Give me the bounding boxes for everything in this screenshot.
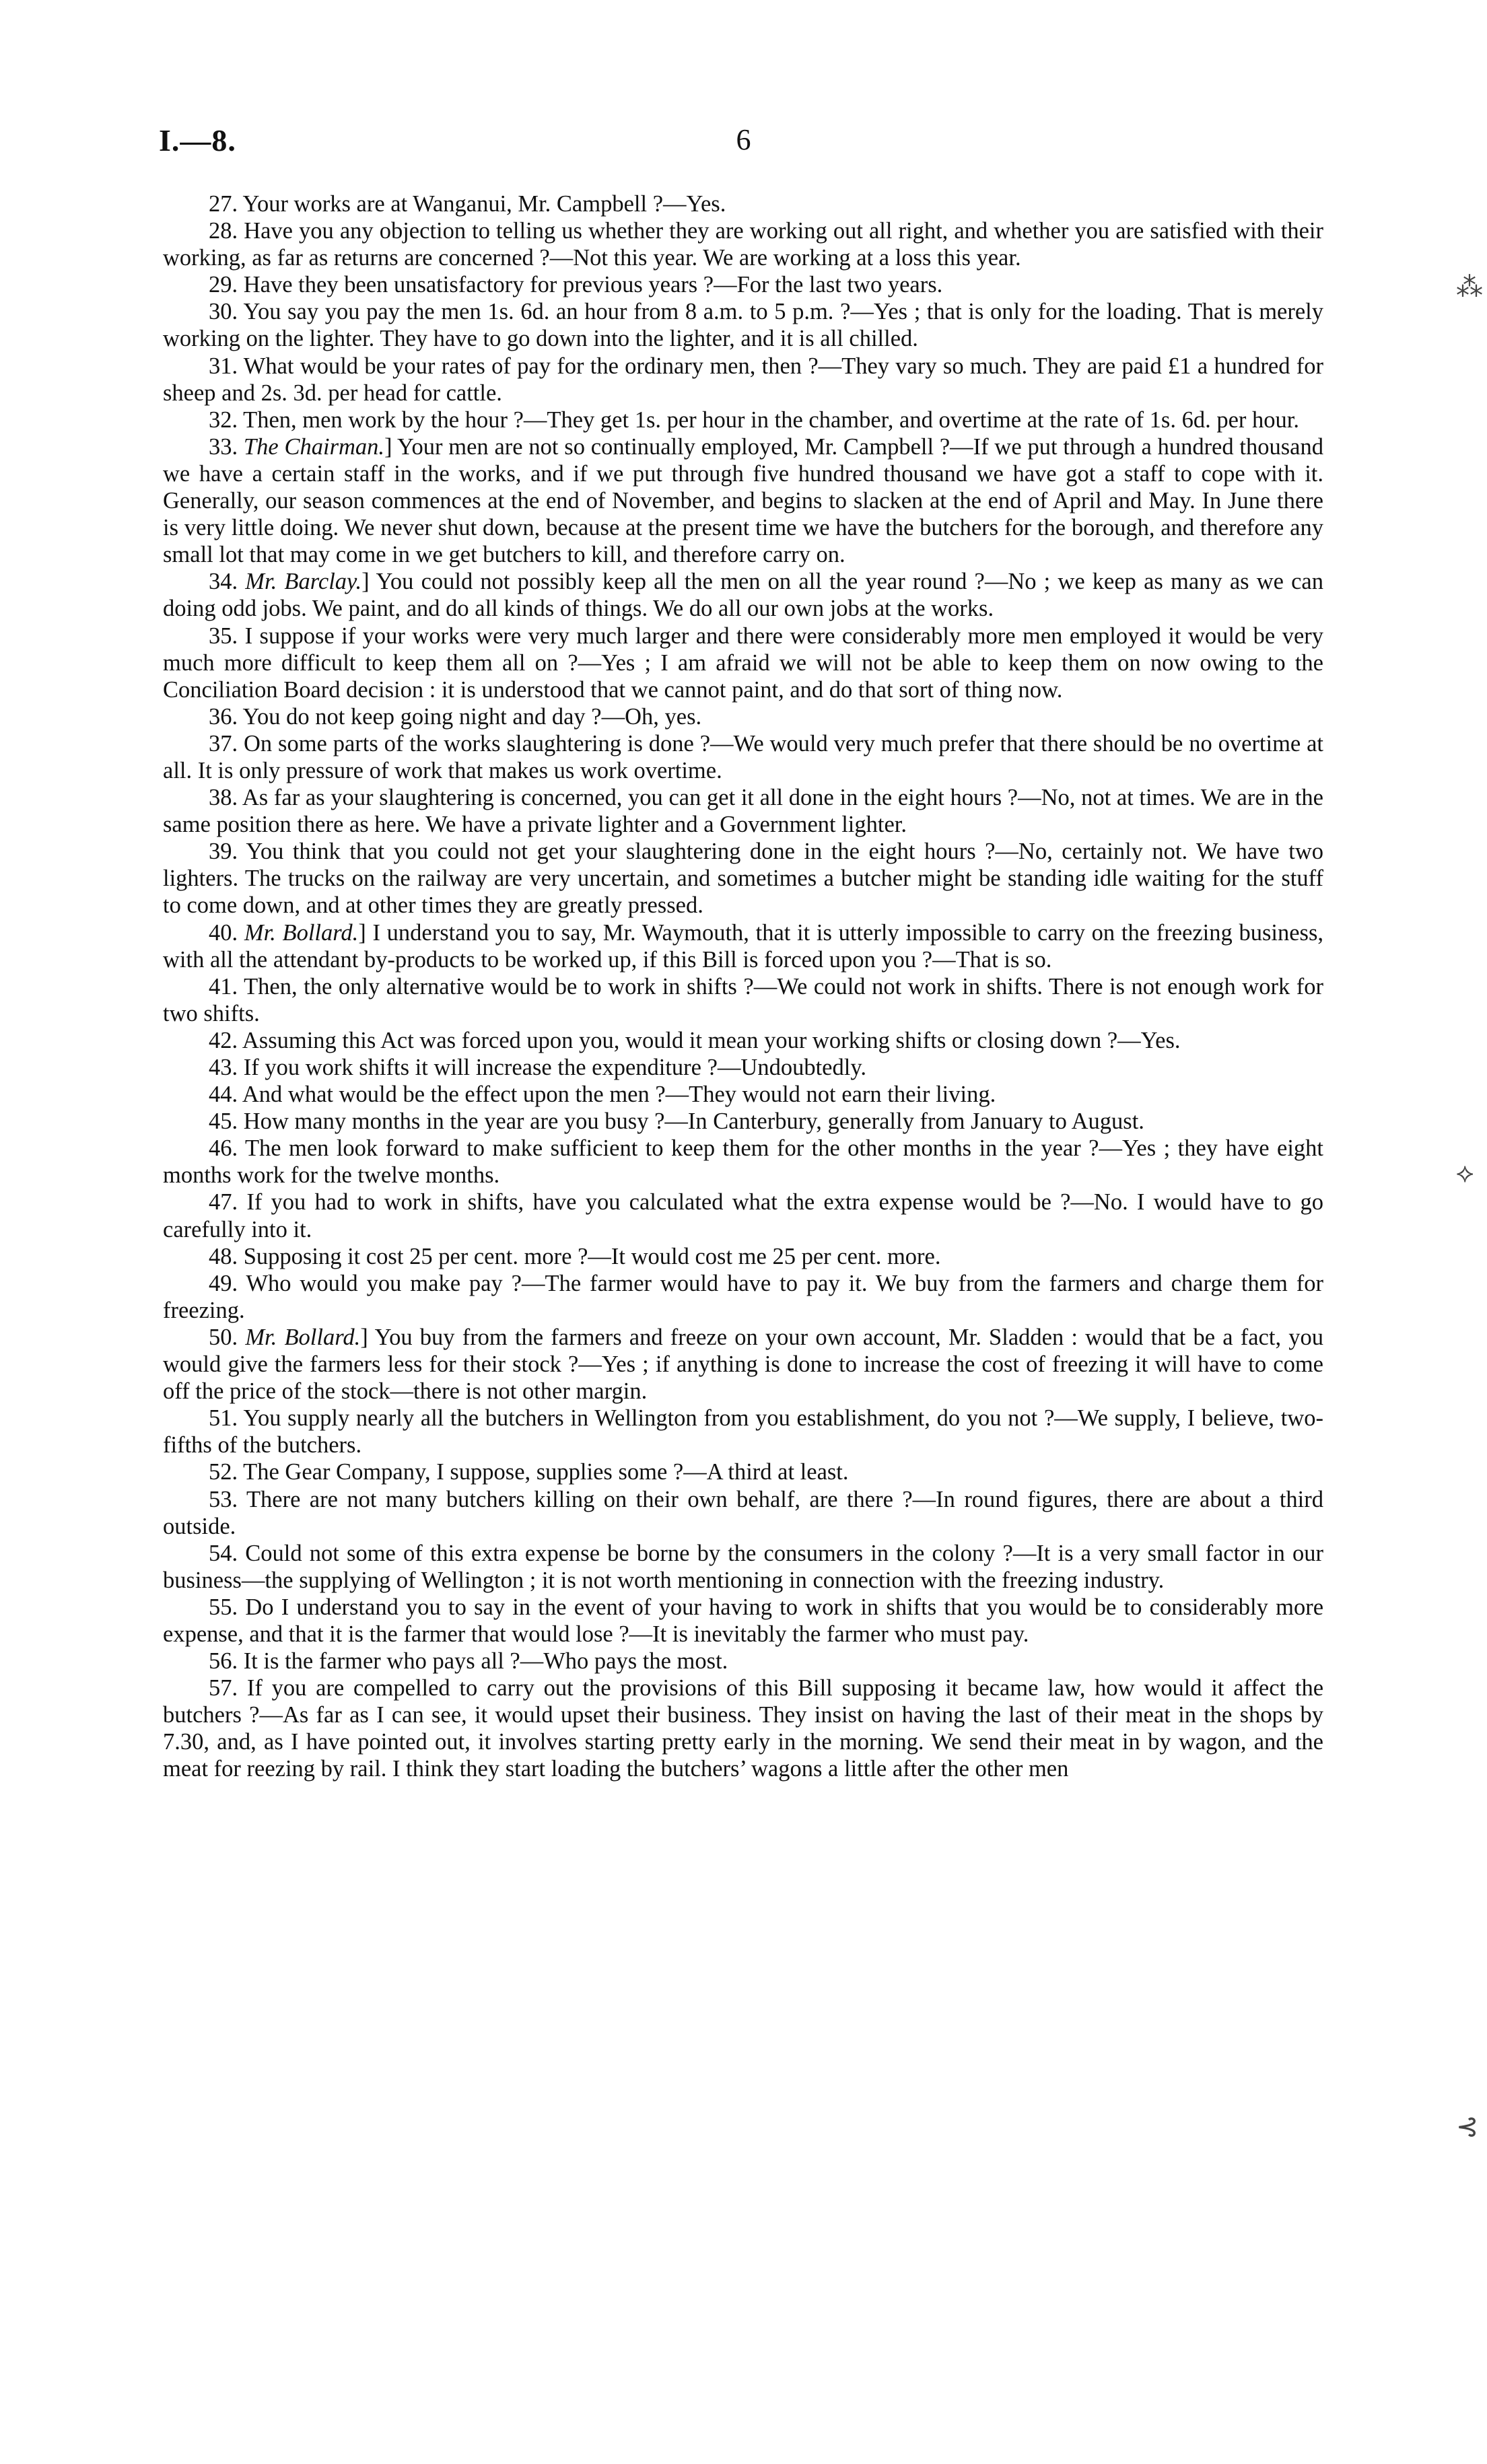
- paragraph-text: And what would be the effect upon the men ?—They would not earn their living.: [242, 1082, 996, 1108]
- question-paragraph: [163, 271, 1323, 298]
- question-paragraph: [163, 1108, 1323, 1135]
- question-paragraph: [163, 730, 1323, 784]
- question-number: 54.: [209, 1540, 238, 1566]
- paragraph-text: If you work shifts it will increase the expenditure ?—Undoubtedly.: [243, 1055, 866, 1080]
- question-paragraph: [163, 1486, 1323, 1540]
- question-number: 47.: [209, 1189, 238, 1216]
- question-paragraph: [163, 1189, 1323, 1242]
- paragraph-text: I suppose if your works were very much larger and there were considerably more men employed it would be very much more difficult to keep them all on ?—Yes ; I am afraid we will not be able to keep them on now owing to the Conciliation Board decision : it is understood that we cannot paint, and do that sort of thing now.: [163, 623, 1324, 703]
- question-paragraph: [163, 703, 1323, 730]
- paragraph-text: If you are compelled to carry out the provisions of this Bill supposing it became law, how would it affect the butchers ?—As far as I can see, it would upset their business. They insist on having the last of their meat in the shops by 7.30, and, as I have pointed out, it involves starting pretty early in the morning. We send their meat in by wagon, and the meat for reezing by rail. I think they start loading the butchers’ wagons a little after the other men: [163, 1675, 1324, 1782]
- question-number: 51.: [209, 1405, 238, 1432]
- paragraph-text: If you had to work in shifts, have you calculated what the extra expense would be ?—No. I would have to go carefully into it.: [163, 1189, 1323, 1242]
- margin-mark: ⊰: [1456, 2111, 1479, 2142]
- question-number: 35.: [209, 623, 238, 649]
- question-number: 44.: [209, 1082, 238, 1108]
- question-number: 39.: [209, 839, 238, 865]
- question-paragraph: [163, 838, 1323, 919]
- speaker-name: Mr. Bollard.: [245, 1324, 361, 1350]
- question-number: 45.: [209, 1108, 238, 1135]
- margin-mark: ⟡: [1456, 1158, 1474, 1189]
- question-number: 49.: [209, 1270, 238, 1296]
- question-paragraph: [163, 1648, 1323, 1675]
- question-paragraph: [163, 1243, 1323, 1270]
- page-header: [159, 122, 1328, 163]
- question-number: 53.: [209, 1486, 238, 1512]
- question-paragraph: [163, 1324, 1323, 1405]
- question-number: 32.: [209, 407, 238, 433]
- question-paragraph: [163, 407, 1323, 433]
- question-paragraph: [163, 1270, 1323, 1324]
- question-paragraph: [163, 919, 1323, 973]
- question-number: 57.: [209, 1675, 238, 1701]
- paragraph-text: What would be your rates of pay for the ordinary men, then ?—They vary so much. They are paid £1 a hundred for sheep and 2s. 3d. per head for cattle.: [163, 353, 1323, 406]
- paragraph-text: ] You could not possibly keep all the men on all the year round ?—No ; we keep as many as we can doing odd jobs. We paint, and do all kinds of things. We do all our own jobs at the works.: [163, 569, 1323, 622]
- question-paragraph: [163, 1594, 1323, 1648]
- question-number: 42.: [209, 1027, 238, 1053]
- question-number: 55.: [209, 1594, 238, 1620]
- transcript-body: [163, 190, 1323, 1783]
- question-paragraph: [163, 1081, 1323, 1108]
- question-paragraph: [163, 1540, 1323, 1594]
- paragraph-text: Do I understand you to say in the event of your having to work in shifts that you would be to considerably more expense, and that it is the farmer that would lose ?—It is inevitably the farmer who must pay.: [163, 1594, 1324, 1647]
- paragraph-text: Supposing it cost 25 per cent. more ?—It would cost me 25 per cent. more.: [243, 1243, 941, 1269]
- paragraph-text: You think that you could not get your slaughtering done in the eight hours ?—No, certainly not. We have two lighters. The trucks on the railway are very uncertain, and sometimes a butcher might be standing idle waiting for the stuff to come down, and at other times they are greatly pressed.: [163, 839, 1323, 919]
- question-number: 28.: [209, 218, 238, 244]
- paragraph-text: Could not some of this extra expense be borne by the consumers in the colony ?—It is a very small factor in our business—the supplying of Wellington ; it is not worth mentioning in connection with the freezing industry.: [163, 1540, 1324, 1593]
- paragraph-text: It is the farmer who pays all ?—Who pays the most.: [243, 1648, 728, 1675]
- question-number: 37.: [209, 730, 238, 756]
- paragraph-text: Your works are at Wanganui, Mr. Campbell ?—Yes.: [242, 191, 726, 217]
- question-paragraph: [163, 190, 1323, 217]
- question-paragraph: [163, 1405, 1323, 1458]
- question-paragraph: [163, 973, 1323, 1027]
- question-number: 56.: [209, 1648, 238, 1675]
- speaker-name: Mr. Bollard.: [244, 919, 359, 946]
- paragraph-text: Have you any objection to telling us whether they are working out all right, and whether you are satisfied with their working, as far as returns are concerned ?—Not this year. We are working at a loss this year.: [163, 218, 1324, 271]
- paragraph-text: You supply nearly all the butchers in Wellington from you establishment, do you not ?—We supply, I believe, two-fifths of the butchers.: [163, 1405, 1323, 1458]
- question-number: 52.: [209, 1459, 238, 1485]
- paragraph-text: On some parts of the works slaughtering is done ?—We would very much prefer that there should be no overtime at all. It is only pressure of work that makes us work overtime.: [163, 730, 1323, 783]
- question-paragraph: [163, 1027, 1323, 1054]
- paragraph-text: You do not keep going night and day ?—Oh, yes.: [242, 703, 702, 730]
- paragraph-text: Assuming this Act was forced upon you, would it mean your working shifts or closing down ?—Yes.: [242, 1027, 1181, 1053]
- question-number: 46.: [209, 1135, 238, 1162]
- question-paragraph: [163, 623, 1323, 703]
- question-paragraph: [163, 433, 1323, 568]
- paragraph-text: Then, the only alternative would be to work in shifts ?—We could not work in shifts. There is not enough work for two shifts.: [163, 973, 1323, 1026]
- paragraph-text: Who would you make pay ?—The farmer would have to pay it. We buy from the farmers and charge them for freezing.: [163, 1270, 1323, 1323]
- question-number: 43.: [209, 1055, 238, 1080]
- question-paragraph: [163, 1054, 1323, 1081]
- question-paragraph: [163, 784, 1323, 838]
- paragraph-text: You say you pay the men 1s. 6d. an hour from 8 a.m. to 5 p.m. ?—Yes ; that is only for the loading. That is merely working on the lighter. They have to go down into the lighter, and it is all chilled.: [163, 299, 1323, 352]
- speaker-name: Mr. Barclay.: [245, 569, 362, 595]
- question-paragraph: [163, 353, 1323, 407]
- speaker-name: The Chairman.: [243, 433, 385, 460]
- question-paragraph: [163, 298, 1323, 352]
- paragraph-text: ] You buy from the farmers and freeze on your own account, Mr. Sladden : would that be a fact, you would give the farmers less for their stock ?—Yes ; if anything is done to increase the cost of freezing it will have to come off the price of the stock—there is not other margin.: [163, 1324, 1324, 1405]
- question-paragraph: [163, 1675, 1323, 1782]
- margin-mark: ⁂: [1456, 272, 1483, 303]
- question-paragraph: [163, 217, 1323, 271]
- question-number: 31.: [209, 353, 238, 379]
- question-paragraph: [163, 1458, 1323, 1485]
- question-number: 50.: [209, 1324, 238, 1350]
- paragraph-text: The men look forward to make sufficient to keep them for the other months in the year ?—Yes ; they have eight months work for the twelve months.: [163, 1135, 1323, 1189]
- question-paragraph: [163, 568, 1323, 622]
- question-number: 36.: [209, 703, 238, 730]
- question-number: 48.: [209, 1243, 238, 1269]
- question-number: 34.: [209, 569, 238, 595]
- question-number: 30.: [209, 299, 238, 325]
- paragraph-text: ] I understand you to say, Mr. Waymouth, that it is utterly impossible to carry on the freezing business, with all the attendant by-products to be worked up, if this Bill is forced upon you ?—That is so.: [163, 919, 1323, 973]
- question-number: 27.: [209, 191, 238, 217]
- question-paragraph: [163, 1135, 1323, 1189]
- paragraph-text: ] Your men are not so continually employed, Mr. Campbell ?—If we put through a hundred thousand we have a certain staff in the works, and if we put through five hundred thousand we have got a staff to cope with it. Generally, our season commences at the end of November, and begins to slacken at the end of April and May. In June there is very little doing. We never shut down, because at the present time we have the butchers for the borough, and therefore any small lot that may come in we get butchers to kill, and therefore carry on.: [163, 433, 1323, 568]
- paragraph-text: There are not many butchers killing on their own behalf, are there ?—In round figures, there are about a third outside.: [163, 1486, 1323, 1539]
- page-number: 6: [736, 123, 751, 156]
- question-number: 40.: [209, 919, 238, 946]
- question-number: 33.: [209, 433, 238, 460]
- question-number: 38.: [209, 785, 238, 811]
- question-number: 41.: [209, 973, 238, 999]
- paragraph-text: Have they been unsatisfactory for previous years ?—For the last two years.: [243, 272, 943, 298]
- paragraph-text: The Gear Company, I suppose, supplies some ?—A third at least.: [243, 1459, 849, 1485]
- document-reference: I.—8.: [159, 123, 236, 157]
- paragraph-text: As far as your slaughtering is concerned, you can get it all done in the eight hours ?—No, not at times. We are in the same position there as here. We have a private lighter and a Government lighter.: [163, 785, 1323, 838]
- paragraph-text: How many months in the year are you busy ?—In Canterbury, generally from January to August.: [243, 1108, 1144, 1135]
- paragraph-text: Then, men work by the hour ?—They get 1s. per hour in the chamber, and overtime at the rate of 1s. 6d. per hour.: [243, 407, 1299, 433]
- question-number: 29.: [209, 272, 238, 298]
